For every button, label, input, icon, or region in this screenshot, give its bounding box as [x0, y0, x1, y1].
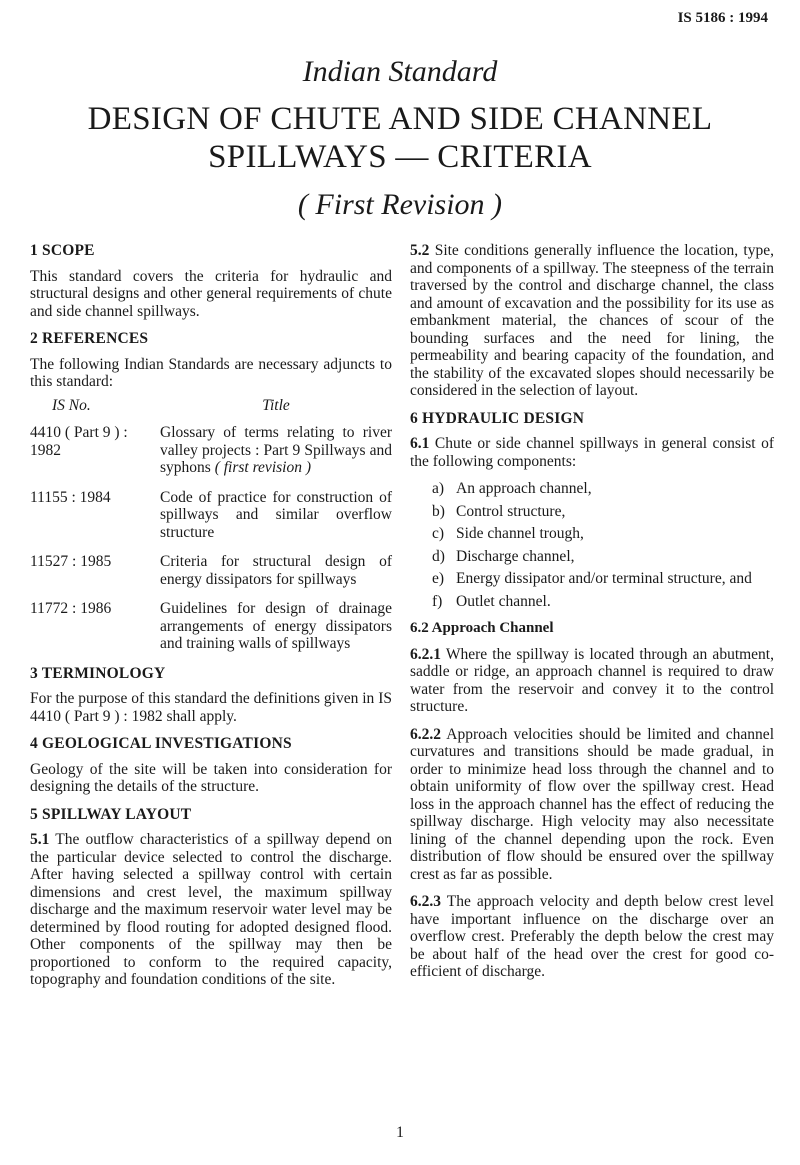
clause-number: 6.2.3 — [410, 893, 441, 910]
ref-title: Code of practice for construction of spillways and similar overflow structure — [160, 488, 392, 541]
list-item — [432, 593, 774, 611]
list-marker: b) — [432, 502, 445, 520]
title-block — [0, 54, 800, 222]
section-terminology-heading: 3 TERMINOLOGY — [30, 664, 166, 682]
ref-number: 11155 : 1984 — [30, 488, 111, 506]
list-item — [432, 480, 774, 498]
ref-title: Criteria for structural design of energy dissipators for spillways — [160, 553, 392, 588]
geological-text: Geology of the site will be taken into consideration for designing the details of the structure. — [30, 760, 392, 795]
list-item — [432, 570, 774, 588]
col-is-no: IS No. — [52, 396, 91, 414]
table-row — [30, 553, 392, 588]
list-text: Side channel trough, — [456, 525, 584, 542]
section-references-heading: 2 REFERENCES — [30, 330, 149, 347]
paragraph-6-2-1 — [410, 646, 774, 716]
clause-text: Approach velocities should be limited and channel curvatures and transitions should be made gradual, in order to minimize head loss through the channel and to obtain uniformity of flow over the spillway crest. Head loss in the approach channel has the effect of reducing the spillway discharge. High velocity may also necessitate lining of the channel depending upon the rock. Even distribution of flow should be ensured over the spillway crest as far as possible. — [410, 725, 774, 883]
paragraph-6-2-2 — [410, 726, 774, 884]
references-intro: The following Indian Standards are necessary adjuncts to this standard: — [30, 355, 392, 390]
list-marker: e) — [432, 570, 445, 587]
clause-number: 6.2.2 — [410, 725, 441, 743]
ref-number: 11772 : 1986 — [30, 600, 112, 617]
paragraph-5-1 — [30, 831, 392, 989]
list-text: Outlet channel. — [456, 592, 551, 610]
section-layout-heading: 5 SPILLWAY LAYOUT — [30, 805, 192, 823]
list-marker: c) — [432, 525, 445, 542]
paragraph-6-2-3 — [410, 893, 774, 981]
section-hydraulic-heading: 6 HYDRAULIC DESIGN — [410, 409, 585, 427]
ref-title: Guidelines for design of drainage arrangements of energy dissipators and training walls of spillways — [160, 600, 392, 652]
list-item — [432, 503, 774, 521]
col-title: Title — [262, 396, 290, 414]
section-scope-heading: 1 SCOPE — [30, 242, 95, 259]
subsection-approach-channel-heading: 6.2 Approach Channel — [410, 620, 554, 636]
ref-number: 4410 ( Part 9 ) : 1982 — [30, 424, 128, 459]
section-geological-heading: 4 GEOLOGICAL INVESTIGATIONS — [30, 735, 292, 752]
page-title: DESIGN OF CHUTE AND SIDE CHANNEL SPILLWAYS — CRITERIA — [87, 101, 713, 175]
list-text: Discharge channel, — [456, 547, 575, 565]
clause-number: 6.2.1 — [410, 645, 441, 663]
ref-title — [160, 424, 392, 477]
right-column — [410, 242, 774, 991]
clause-number: 5.2 — [410, 242, 430, 259]
clause-text: Chute or side channel spillways in general consist of the following components: — [410, 435, 774, 470]
list-marker: d) — [432, 547, 445, 565]
ref-number: 11527 : 1985 — [30, 553, 112, 570]
references-table-header — [30, 397, 392, 415]
terminology-text: For the purpose of this standard the definitions given in IS 4410 ( Part 9 ) : 1982 shall apply. — [30, 690, 392, 725]
paragraph-5-2 — [410, 242, 774, 400]
table-row — [30, 424, 392, 477]
clause-text: The outflow characteristics of a spillway depend on the particular device selected to control the discharge. After having selected a spillway control with certain dimensions and crest level, the maximum spillway discharge and the maximum reservoir water level may be determined by flood routing for adopted designed flood. Other components of the spillway may then be proportioned to conform to the required capacity, topography and foundation conditions of the site. — [30, 831, 392, 988]
list-text: Energy dissipator and/or terminal structure, and — [456, 570, 752, 587]
ref-title-revision: ( first revision ) — [214, 459, 311, 476]
paragraph-6-1 — [410, 435, 774, 470]
title-label: Indian Standard — [302, 55, 498, 88]
ref-title-text: Glossary of terms relating to river valley projects : Part 9 Spillways and syphons — [160, 424, 392, 476]
list-text: An approach channel, — [456, 480, 592, 497]
revision-label: ( First Revision ) — [297, 188, 503, 221]
clause-text: Where the spillway is located through an abutment, saddle or ridge, an approach channel is required to draw water from the reservoir and convey it to the control structure. — [410, 645, 774, 715]
page-number: 1 — [396, 1124, 404, 1141]
table-row — [30, 600, 392, 653]
scope-text: This standard covers the criteria for hydraulic and structural designs and other general requirements of chute and side channel spillways. — [30, 267, 392, 320]
list-item — [432, 525, 774, 543]
table-row — [30, 489, 392, 542]
clause-number: 6.1 — [410, 435, 430, 452]
list-text: Control structure, — [456, 502, 566, 520]
list-marker: a) — [432, 480, 445, 497]
standard-number: IS 5186 : 1994 — [677, 10, 768, 26]
list-item — [432, 548, 774, 566]
clause-text: Site conditions generally influence the location, type, and components of a spillway. The steepness of the terrain traversed by the control and discharge channel, the class and amount of excavation and the possibility for its use as embankment material, the chances of scour of the bounding surfaces and the need for lining, the permeability and bearing capacity of the foundation, and the stability of the excavated slopes should necessarily be considered in the selection of layout. — [410, 242, 774, 399]
clause-number: 5.1 — [30, 831, 50, 848]
left-column — [30, 242, 392, 999]
components-list — [410, 480, 774, 610]
clause-text: The approach velocity and depth below crest level have important influence on the discharge over an overflow crest. Preferably the depth below the crest may be about half of the head over the crest for good co-efficient of discharge. — [410, 893, 774, 980]
list-marker: f) — [432, 592, 443, 610]
